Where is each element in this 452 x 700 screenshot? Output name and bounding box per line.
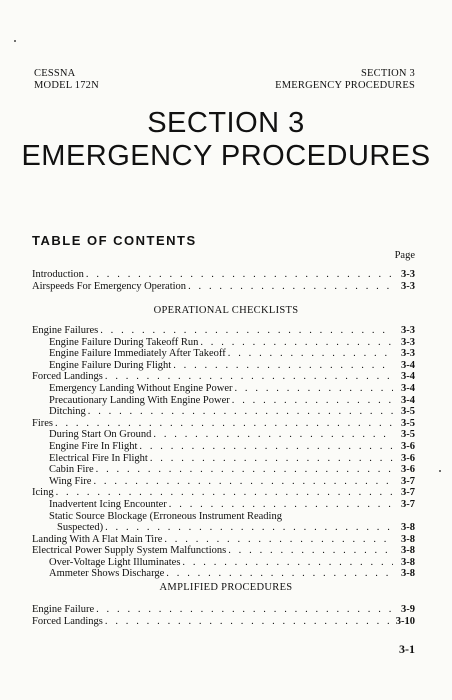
toc-entry[interactable]	[32, 464, 415, 476]
toc-entry-label: Ammeter Shows Discharge	[49, 568, 165, 580]
toc-entry[interactable]	[32, 371, 415, 383]
toc-entry[interactable]	[32, 429, 415, 441]
toc-entry-label: Engine Fire In Flight	[49, 440, 138, 452]
toc-entry-label: Forced Landings	[32, 615, 103, 627]
toc-leader-dots	[86, 269, 393, 281]
toc-leader-dots	[169, 499, 393, 511]
toc-subheading-amplified: AMPLIFIED PROCEDURES	[159, 582, 293, 593]
toc-leader-dots	[228, 348, 393, 360]
toc-leader-dots	[100, 325, 393, 337]
toc-entry[interactable]	[32, 557, 415, 569]
toc-entry-page: 3-8	[401, 545, 415, 557]
section-subtitle: EMERGENCY PROCEDURES	[21, 140, 431, 172]
toc-entry-label: Static Source Blockage (Erroneous Instrument Reading	[49, 510, 282, 522]
toc-entry-page: 3-4	[401, 382, 415, 394]
toc-leader-dots	[105, 616, 393, 628]
toc-leader-dots	[188, 281, 393, 293]
toc-leader-dots	[56, 487, 393, 499]
page-number: 3-1	[399, 642, 415, 656]
toc-group-general	[32, 269, 415, 292]
toc-entry-page: 3-5	[401, 429, 415, 441]
toc-leader-dots	[105, 371, 393, 383]
toc-leader-dots	[88, 406, 393, 418]
toc-group-amplified	[32, 604, 415, 627]
toc-entry-label: Engine Failure During Flight	[49, 359, 172, 371]
toc-entry[interactable]	[32, 604, 415, 616]
toc-entry-page: 3-9	[401, 604, 415, 615]
toc-entry-page: 3-5	[401, 406, 415, 418]
toc-entry-label: Inadvertent Icing Encounter	[49, 498, 167, 510]
toc-entry[interactable]	[32, 441, 415, 453]
toc-entry[interactable]	[32, 545, 415, 557]
toc-entry[interactable]	[32, 616, 415, 628]
toc-entry[interactable]	[32, 534, 415, 546]
toc-heading: TABLE OF CONTENTS	[32, 233, 197, 248]
toc-entry-page: 3-6	[401, 464, 415, 476]
toc-leader-dots	[232, 395, 393, 407]
toc-entry-page: 3-8	[401, 522, 415, 534]
header-section-name: EMERGENCY PROCEDURES	[275, 80, 415, 91]
toc-entry-label: Emergency Landing Without Engine Power	[49, 382, 233, 394]
toc-entry-label: Engine Failure During Takeoff Run	[49, 336, 199, 348]
toc-entry-page: 3-4	[401, 359, 415, 371]
toc-leader-dots	[93, 476, 393, 488]
running-header-left	[34, 68, 99, 92]
toc-entry-page: 3-7	[401, 475, 415, 487]
toc-entry[interactable]	[32, 395, 415, 407]
toc-entry-page: 3-4	[401, 394, 415, 406]
toc-leader-dots	[96, 604, 393, 616]
toc-entry-page: 3-3	[401, 325, 415, 336]
toc-entry[interactable]	[32, 487, 415, 499]
toc-entry-page: 3-3	[401, 269, 415, 280]
toc-entry-label: Engine Failures	[32, 325, 99, 336]
toc-entry-label: Fires	[32, 417, 53, 429]
toc-entry-page: 3-8	[401, 556, 415, 568]
toc-entry-label: Electrical Power Supply System Malfunctions	[32, 545, 227, 557]
toc-subheading-operational: OPERATIONAL CHECKLISTS	[153, 305, 299, 316]
toc-entry[interactable]	[32, 360, 415, 372]
section-title: SECTION 3	[147, 107, 305, 139]
toc-entry-label: Electrical Fire In Flight	[49, 452, 148, 464]
toc-entry[interactable]	[32, 337, 415, 349]
toc-entry-page: 3-3	[401, 280, 415, 292]
toc-entry-page: 3-3	[401, 348, 415, 360]
toc-entry[interactable]	[32, 453, 415, 465]
toc-entry-page: 3-4	[401, 371, 415, 383]
toc-leader-dots	[164, 534, 393, 546]
toc-entry[interactable]	[32, 511, 415, 523]
toc-leader-dots	[234, 383, 393, 395]
toc-entry[interactable]	[32, 325, 415, 337]
toc-entry[interactable]	[32, 499, 415, 511]
toc-leader-dots	[153, 429, 393, 441]
toc-entry-page: 3-7	[401, 487, 415, 499]
toc-leader-dots	[55, 418, 393, 430]
toc-entry[interactable]	[32, 348, 415, 360]
toc-entry-label: Forced Landings	[32, 371, 103, 383]
header-section: SECTION 3	[360, 68, 415, 79]
toc-entry[interactable]	[32, 522, 415, 534]
toc-page-column-label: Page	[394, 250, 415, 261]
toc-entry-label: Cabin Fire	[49, 464, 94, 476]
toc-leader-dots	[173, 360, 393, 372]
toc-leader-dots	[96, 464, 393, 476]
toc-entry-label: Suspected)	[57, 522, 104, 534]
toc-entry-page: 3-3	[401, 336, 415, 348]
toc-entry-label: Precautionary Landing With Engine Power	[49, 394, 230, 406]
toc-entry[interactable]	[32, 269, 415, 281]
toc-entry-label: Ditching	[49, 406, 86, 418]
toc-entry-label: Icing	[32, 487, 54, 499]
toc-entry-label: Wing Fire	[49, 475, 92, 487]
toc-entry-label: Over-Voltage Light Illuminates	[49, 556, 181, 568]
toc-entry-label: Engine Failure Immediately After Takeoff	[49, 348, 226, 360]
toc-entry-label: During Start On Ground	[49, 429, 152, 441]
toc-leader-dots	[105, 522, 393, 534]
toc-group-operational	[32, 325, 415, 580]
toc-leader-dots	[228, 545, 393, 557]
scan-speck	[14, 40, 16, 42]
header-model: MODEL 172N	[34, 80, 99, 91]
toc-entry[interactable]	[32, 383, 415, 395]
running-header-right	[275, 68, 415, 92]
scan-speck	[439, 470, 441, 472]
toc-entry-label: Landing With A Flat Main Tire	[32, 533, 163, 545]
toc-entry-page: 3-6	[401, 440, 415, 452]
toc-entry[interactable]	[32, 418, 415, 430]
toc-leader-dots	[150, 453, 393, 465]
toc-entry-page: 3-6	[401, 452, 415, 464]
toc-entry-page: 3-8	[401, 568, 415, 580]
toc-entry-page: 3-10	[395, 615, 415, 627]
toc-entry-page: 3-7	[401, 498, 415, 510]
toc-leader-dots	[200, 337, 393, 349]
toc-entry-label: Introduction	[32, 269, 84, 280]
toc-entry-label: Engine Failure	[32, 604, 95, 615]
toc-entry[interactable]	[32, 406, 415, 418]
toc-entry[interactable]	[32, 476, 415, 488]
header-manufacturer: CESSNA	[34, 68, 76, 79]
toc-leader-dots	[182, 557, 393, 569]
toc-entry[interactable]	[32, 568, 415, 580]
toc-entry[interactable]	[32, 281, 415, 293]
toc-entry-label: Airspeeds For Emergency Operation	[32, 280, 187, 292]
toc-entry-page: 3-8	[401, 533, 415, 545]
toc-leader-dots	[166, 568, 393, 580]
toc-leader-dots	[139, 441, 393, 453]
toc-entry-page: 3-5	[401, 417, 415, 429]
